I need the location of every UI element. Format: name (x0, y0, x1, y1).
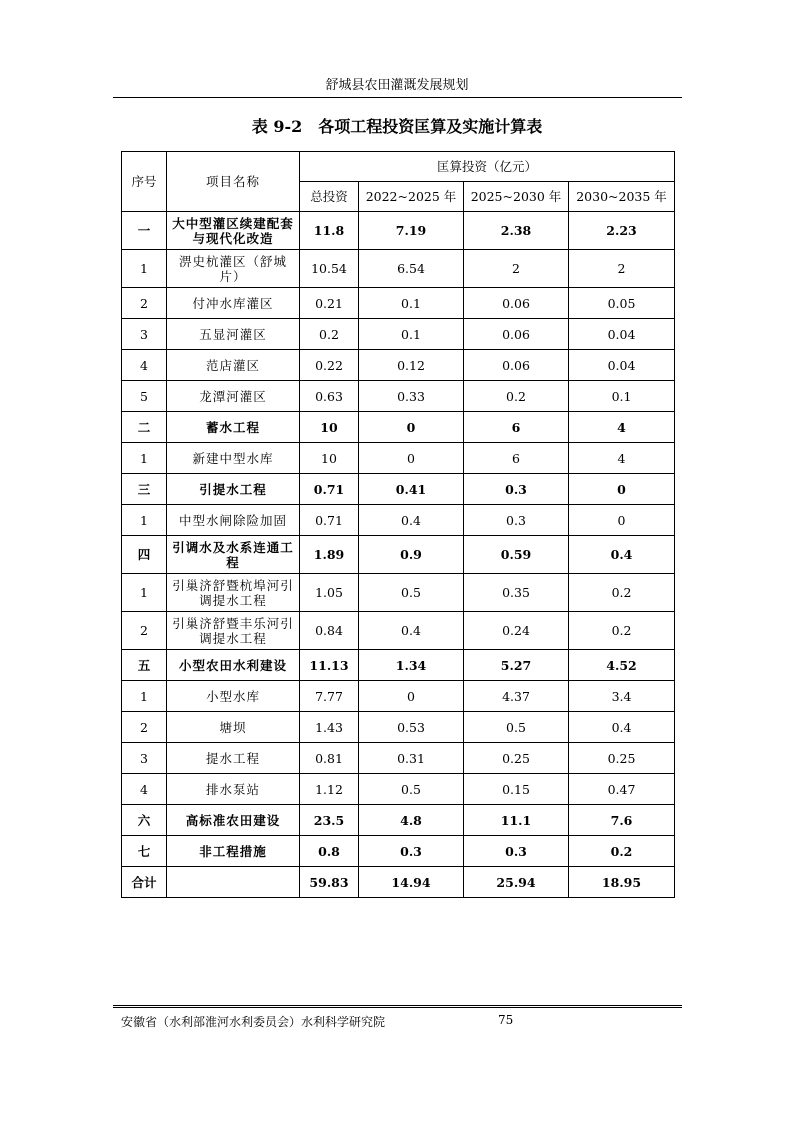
cell-period-1: 0.9 (359, 536, 464, 574)
table-row (122, 712, 675, 743)
cell-period-1: 0.4 (359, 505, 464, 536)
cell-no: 六 (122, 805, 167, 836)
cell-period-3: 0 (569, 505, 675, 536)
cell-no: 二 (122, 412, 167, 443)
table-row (122, 212, 675, 250)
header-period-2: 2025~2030 年 (464, 182, 569, 212)
cell-period-2: 0.06 (464, 288, 569, 319)
cell-period-3: 0.05 (569, 288, 675, 319)
table-row (122, 836, 675, 867)
table-row (122, 412, 675, 443)
cell-period-3: 18.95 (569, 867, 675, 898)
cell-no: 2 (122, 712, 167, 743)
header-total: 总投资 (300, 182, 359, 212)
cell-no: 4 (122, 350, 167, 381)
cell-no: 七 (122, 836, 167, 867)
cell-no: 三 (122, 474, 167, 505)
table-row (122, 681, 675, 712)
cell-no: 5 (122, 381, 167, 412)
cell-project-name: 淠史杭灌区（舒城片） (167, 250, 300, 288)
cell-total: 0.81 (300, 743, 359, 774)
cell-period-3: 2 (569, 250, 675, 288)
cell-project-name: 大中型灌区续建配套与现代化改造 (167, 212, 300, 250)
cell-no: 1 (122, 443, 167, 474)
cell-period-1: 0.33 (359, 381, 464, 412)
cell-project-name (167, 867, 300, 898)
cell-period-2: 4.37 (464, 681, 569, 712)
cell-project-name: 提水工程 (167, 743, 300, 774)
cell-period-3: 2.23 (569, 212, 675, 250)
table-row (122, 774, 675, 805)
header-investment-group: 匡算投资（亿元） (300, 152, 675, 182)
cell-project-name: 高标准农田建设 (167, 805, 300, 836)
cell-period-3: 4 (569, 412, 675, 443)
header-no: 序号 (122, 152, 167, 212)
cell-project-name: 引巢济舒暨丰乐河引调提水工程 (167, 612, 300, 650)
cell-period-2: 6 (464, 443, 569, 474)
cell-period-1: 0 (359, 443, 464, 474)
header-period-3: 2030~2035 年 (569, 182, 675, 212)
cell-no: 五 (122, 650, 167, 681)
cell-total: 23.5 (300, 805, 359, 836)
cell-no: 1 (122, 574, 167, 612)
cell-period-1: 0.12 (359, 350, 464, 381)
cell-project-name: 小型农田水利建设 (167, 650, 300, 681)
cell-total: 10 (300, 412, 359, 443)
table-row (122, 474, 675, 505)
table-row (122, 805, 675, 836)
cell-period-3: 4.52 (569, 650, 675, 681)
cell-period-2: 0.2 (464, 381, 569, 412)
table-row (122, 574, 675, 612)
cell-project-name: 引巢济舒暨杭埠河引调提水工程 (167, 574, 300, 612)
cell-period-1: 6.54 (359, 250, 464, 288)
cell-project-name: 蓄水工程 (167, 412, 300, 443)
cell-period-3: 0.2 (569, 574, 675, 612)
table-header-row (122, 152, 675, 182)
table-row (122, 650, 675, 681)
cell-period-1: 0.41 (359, 474, 464, 505)
table-row (122, 743, 675, 774)
cell-period-2: 0.35 (464, 574, 569, 612)
cell-project-name: 排水泵站 (167, 774, 300, 805)
cell-period-3: 0.4 (569, 536, 675, 574)
cell-period-1: 0.5 (359, 574, 464, 612)
cell-total: 0.63 (300, 381, 359, 412)
cell-no: 一 (122, 212, 167, 250)
cell-period-1: 0.1 (359, 319, 464, 350)
header-period-1: 2022~2025 年 (359, 182, 464, 212)
cell-project-name: 塘坝 (167, 712, 300, 743)
cell-project-name: 引提水工程 (167, 474, 300, 505)
cell-period-2: 0.3 (464, 505, 569, 536)
cell-total: 0.71 (300, 474, 359, 505)
cell-total: 10.54 (300, 250, 359, 288)
cell-project-name: 非工程措施 (167, 836, 300, 867)
cell-period-1: 1.34 (359, 650, 464, 681)
cell-period-3: 0.04 (569, 319, 675, 350)
cell-period-1: 14.94 (359, 867, 464, 898)
header-name: 项目名称 (167, 152, 300, 212)
cell-total: 1.89 (300, 536, 359, 574)
cell-no: 3 (122, 743, 167, 774)
footer-organization: 安徽省（水利部淮河水利委员会）水利科学研究院 (121, 1015, 386, 1029)
cell-no: 四 (122, 536, 167, 574)
cell-no: 1 (122, 250, 167, 288)
cell-period-2: 0.5 (464, 712, 569, 743)
cell-period-3: 0 (569, 474, 675, 505)
cell-no: 1 (122, 681, 167, 712)
table-row (122, 612, 675, 650)
cell-period-3: 0.4 (569, 712, 675, 743)
cell-period-1: 0.4 (359, 612, 464, 650)
table-row (122, 350, 675, 381)
cell-total: 0.71 (300, 505, 359, 536)
cell-period-3: 0.04 (569, 350, 675, 381)
cell-no: 合计 (122, 867, 167, 898)
cell-period-2: 2 (464, 250, 569, 288)
cell-period-2: 11.1 (464, 805, 569, 836)
cell-period-2: 0.25 (464, 743, 569, 774)
table-row (122, 536, 675, 574)
table-row (122, 867, 675, 898)
cell-period-1: 0.1 (359, 288, 464, 319)
cell-total: 10 (300, 443, 359, 474)
header-rule (113, 97, 682, 98)
cell-project-name: 新建中型水库 (167, 443, 300, 474)
investment-table (121, 151, 675, 898)
cell-period-2: 0.3 (464, 474, 569, 505)
cell-period-1: 0.53 (359, 712, 464, 743)
cell-total: 11.8 (300, 212, 359, 250)
cell-period-3: 0.1 (569, 381, 675, 412)
cell-period-1: 0 (359, 412, 464, 443)
cell-period-3: 3.4 (569, 681, 675, 712)
cell-project-name: 五显河灌区 (167, 319, 300, 350)
cell-no: 2 (122, 288, 167, 319)
table-caption: 表 9-2 各项工程投资匡算及实施计算表 (251, 117, 543, 136)
cell-project-name: 范店灌区 (167, 350, 300, 381)
cell-period-1: 0.31 (359, 743, 464, 774)
cell-project-name: 龙潭河灌区 (167, 381, 300, 412)
cell-no: 2 (122, 612, 167, 650)
cell-total: 1.12 (300, 774, 359, 805)
cell-total: 0.84 (300, 612, 359, 650)
cell-period-2: 0.06 (464, 350, 569, 381)
cell-period-2: 25.94 (464, 867, 569, 898)
cell-project-name: 引调水及水系连通工程 (167, 536, 300, 574)
cell-period-2: 2.38 (464, 212, 569, 250)
cell-total: 1.43 (300, 712, 359, 743)
cell-total: 0.21 (300, 288, 359, 319)
cell-period-3: 0.25 (569, 743, 675, 774)
cell-total: 0.22 (300, 350, 359, 381)
cell-project-name: 中型水闸除险加固 (167, 505, 300, 536)
cell-no: 4 (122, 774, 167, 805)
cell-period-2: 0.3 (464, 836, 569, 867)
cell-no: 3 (122, 319, 167, 350)
cell-total: 0.2 (300, 319, 359, 350)
cell-total: 1.05 (300, 574, 359, 612)
cell-period-3: 7.6 (569, 805, 675, 836)
cell-period-2: 5.27 (464, 650, 569, 681)
cell-period-1: 4.8 (359, 805, 464, 836)
running-header-title: 舒城县农田灌溉发展规划 (325, 78, 469, 93)
cell-period-1: 7.19 (359, 212, 464, 250)
cell-period-2: 6 (464, 412, 569, 443)
cell-period-3: 0.47 (569, 774, 675, 805)
table-row (122, 381, 675, 412)
cell-project-name: 小型水库 (167, 681, 300, 712)
cell-total: 0.8 (300, 836, 359, 867)
table-row (122, 250, 675, 288)
cell-period-1: 0.3 (359, 836, 464, 867)
cell-period-1: 0 (359, 681, 464, 712)
cell-project-name: 付冲水库灌区 (167, 288, 300, 319)
cell-no: 1 (122, 505, 167, 536)
table-body (122, 212, 675, 898)
cell-period-3: 0.2 (569, 612, 675, 650)
cell-total: 11.13 (300, 650, 359, 681)
cell-period-3: 4 (569, 443, 675, 474)
cell-period-2: 0.24 (464, 612, 569, 650)
cell-total: 59.83 (300, 867, 359, 898)
table-row (122, 288, 675, 319)
cell-period-1: 0.5 (359, 774, 464, 805)
cell-period-3: 0.2 (569, 836, 675, 867)
page-number: 75 (498, 1013, 514, 1027)
cell-period-2: 0.06 (464, 319, 569, 350)
cell-period-2: 0.59 (464, 536, 569, 574)
cell-total: 7.77 (300, 681, 359, 712)
cell-period-2: 0.15 (464, 774, 569, 805)
footer-rule (113, 1005, 682, 1009)
table-row (122, 319, 675, 350)
table-row (122, 443, 675, 474)
table-row (122, 505, 675, 536)
